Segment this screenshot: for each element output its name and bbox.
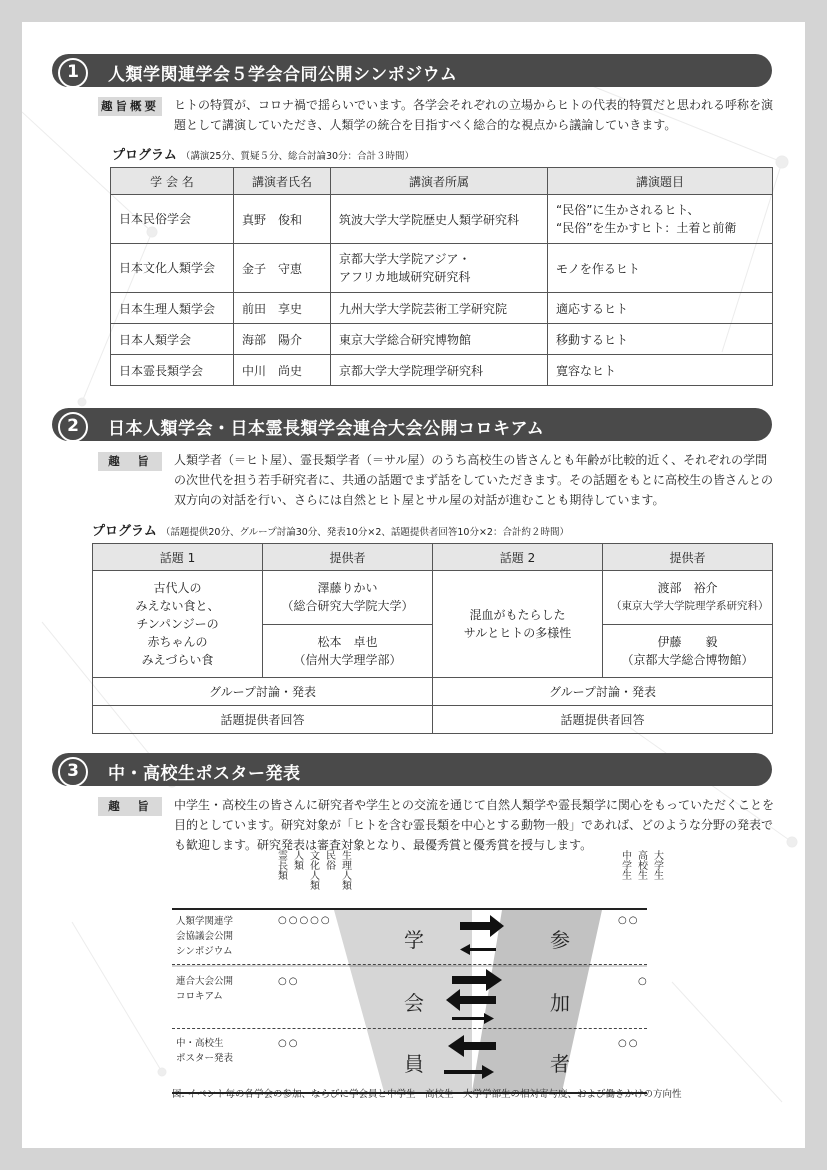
diagram-caption: 図. イベント毎の各学会の参加、ならびに学会員と中学生・高校生・大学学部生の相対寄与度、および働きかけの方向性 [172, 1089, 682, 1100]
col-header-affiliation: 講演者所属 [331, 168, 548, 195]
provider-2b-cell [603, 624, 773, 678]
table-row [111, 244, 773, 293]
cell-affiliation: 九州大学大学院芸術工学研究院 [331, 293, 548, 324]
cell-speaker: 前田 享史 [234, 293, 331, 324]
program-sub: （話題提供20分、グループ討論30分、発表10分×2、話題提供者回答10分×2：合計約２時間） [160, 527, 569, 538]
group-discussion-2: グループ討論・発表 [433, 678, 773, 706]
cell-society: 日本人類学会 [111, 324, 234, 355]
affiliation-line-1: 京都大学大学院アジア・ [339, 252, 471, 266]
answer-1: 話題提供者回答 [93, 706, 433, 734]
section-1-number: 1 [58, 58, 88, 88]
col-header-provider-1: 提供者 [263, 544, 433, 571]
col-head-university: 大学生 [654, 851, 664, 882]
col-header-topic-1: 話題 1 [93, 544, 263, 571]
program-label: プログラム [92, 524, 157, 539]
section-1-tag: 趣旨概要 [98, 97, 162, 116]
label-line: 人類学関連学 [176, 916, 234, 927]
word-participant-2: 加 [550, 991, 570, 1015]
provider-affiliation: （東京大学大学院理学系研究科） [611, 600, 769, 613]
cell-affiliation: 筑波大学大学院歴史人類学研究科 [331, 195, 548, 244]
col-header-title: 講演題目 [548, 168, 773, 195]
cell-title: モノを作るヒト [548, 244, 773, 293]
col-head-anthropology: 人類 [294, 851, 304, 872]
cell-affiliation: 京都大学大学院理学研究科 [331, 355, 548, 386]
row-3-right-circles: ○○ [618, 1038, 640, 1049]
section-1-title: 人類学関連学会５学会合同公開シンポジウム [108, 65, 458, 85]
section-2-table [92, 543, 773, 734]
word-participant-1: 参 [550, 928, 570, 952]
cell-title: 寛容なヒト [548, 355, 773, 386]
diagram-divider-shadow [172, 965, 647, 967]
section-3-text: 中学生・高校生の皆さんに研究者や学生との交流を通じて自然人類学や霊長類学に関心をもっていただくことを目的としています。研究対象が「ヒトを含む霊長類を中心とする動物一般」であれば、どのような分野の発表でも歓迎します。研究発表は審査対象となり、最優秀賞と優秀賞を授与します。 [174, 798, 775, 852]
label-line: 中・高校生 [176, 1038, 224, 1049]
topic-2-cell [433, 571, 603, 678]
col-head-folklore: 民俗 [326, 851, 336, 872]
col-header-topic-2: 話題 2 [433, 544, 603, 571]
cell-title: 適応するヒト [548, 293, 773, 324]
table-row [111, 195, 773, 244]
affiliation-line-2: アフリカ地域研究研究科 [339, 270, 471, 284]
program-label: プログラム [112, 148, 177, 163]
program-sub: （講演25分、質疑５分、総合討論30分：合計３時間） [180, 151, 415, 162]
cell-society: 日本民俗学会 [111, 195, 234, 244]
word-society-2: 会 [404, 991, 424, 1015]
row-3-left-circles: ○○ [278, 1038, 300, 1049]
table-row [111, 355, 773, 386]
col-header-society: 学 会 名 [111, 168, 234, 195]
section-3-header [52, 753, 772, 786]
table-row [111, 324, 773, 355]
section-2-number: 2 [58, 412, 88, 442]
col-head-junior-high: 中学生 [622, 851, 632, 882]
word-society-3: 員 [404, 1052, 424, 1076]
cell-speaker: 海部 陽介 [234, 324, 331, 355]
section-2-tag: 趣 旨 [98, 452, 162, 471]
section-2-text: 人類学者（＝ヒト屋）、霊長類学者（＝サル屋）のうち高校生の皆さんとも年齢が比較的近く、それぞれの学問の次世代を担う若手研究者に、共通の話題でまず話をしていただきます。その話題をもとに高校生の皆さんとの双方向の対話を行い、さらには自然とヒト屋とサル屋の対話が進むことも期待しています。 [174, 453, 774, 507]
provider-2a-cell [603, 571, 773, 625]
title-line-2: “民俗”を生かすヒト：土着と前衛 [556, 221, 737, 235]
provider-name: 松本 卓也 [317, 634, 378, 649]
section-1-header [52, 54, 772, 87]
cell-speaker: 金子 守恵 [234, 244, 331, 293]
row-1-right-circles: ○○ [618, 915, 640, 926]
provider-affiliation: （総合研究大学院大学） [281, 599, 414, 614]
provider-affiliation: （京都大学総合博物館） [621, 652, 754, 667]
label-line: 会協議会公開 [176, 931, 234, 942]
cell-society: 日本文化人類学会 [111, 244, 234, 293]
cell-speaker: 中川 尚史 [234, 355, 331, 386]
row-1-left-circles: ○○○○○ [278, 915, 332, 926]
table-row [111, 293, 773, 324]
topic-1-line: 古代人の [153, 581, 202, 595]
section-2-header [52, 408, 772, 441]
topic-2-line: 混血がもたらした [469, 608, 566, 622]
col-header-provider-2: 提供者 [603, 544, 773, 571]
section-3-tag: 趣 旨 [98, 797, 162, 816]
diagram-top-line [172, 908, 647, 910]
topic-1-line: みえない食と、 [135, 599, 220, 613]
row-label-symposium [176, 914, 233, 959]
col-head-physiological-anthropology: 生理人類 [342, 851, 352, 892]
participation-diagram [172, 851, 664, 1122]
section-1-program-heading [112, 144, 414, 163]
word-society-1: 学 [404, 928, 424, 952]
col-header-speaker: 講演者氏名 [234, 168, 331, 195]
label-line: コロキアム [176, 991, 223, 1002]
provider-1b-cell [263, 624, 433, 678]
cell-speaker: 真野 俊和 [234, 195, 331, 244]
row-label-poster [176, 1036, 233, 1066]
group-discussion-1: グループ討論・発表 [93, 678, 433, 706]
diagram-divider [172, 1028, 647, 1029]
section-1-table [110, 167, 773, 386]
col-head-primate: 霊長類 [278, 851, 288, 882]
col-head-high-school: 高校生 [638, 851, 648, 882]
topic-1-line: チンパンジーの [136, 617, 219, 631]
label-line: 連合大会公開 [176, 976, 234, 987]
word-participant-3: 者 [550, 1052, 570, 1076]
section-2-program-heading [92, 520, 569, 539]
provider-name: 澤藤りかい [317, 581, 378, 596]
section-3-title: 中・高校生ポスター発表 [108, 764, 301, 784]
row-label-colloquium [176, 974, 233, 1004]
label-line: シンポジウム [176, 946, 233, 957]
answer-2: 話題提供者回答 [433, 706, 773, 734]
provider-name: 伊藤 毅 [657, 634, 718, 649]
section-3-number: 3 [58, 757, 88, 787]
section-2-title: 日本人類学会・日本霊長類学会連合大会公開コロキアム [108, 419, 545, 439]
cell-affiliation [331, 244, 548, 293]
provider-name: 渡部 裕介 [657, 581, 718, 596]
row-2-left-circles: ○○ [278, 976, 300, 987]
provider-1a-cell [263, 571, 433, 625]
page [22, 22, 805, 1148]
label-line: ポスター発表 [176, 1053, 234, 1064]
topic-1-cell [93, 571, 263, 678]
cell-society: 日本霊長類学会 [111, 355, 234, 386]
provider-affiliation: （信州大学理学部） [293, 652, 402, 667]
section-1-text: ヒトの特質が、コロナ禍で揺らいでいます。各学会それぞれの立場からヒトの代表的特質だと思われる呼称を演題として講演していただき、人類学の統合を目指すべく総合的な視点から議論していきます。 [174, 98, 774, 132]
topic-1-line: みえづらい食 [141, 653, 214, 667]
title-line-1: “民俗”に生かされるヒト、 [556, 203, 700, 217]
topic-1-line: 赤ちゃんの [147, 635, 208, 649]
topic-2-line: サルとヒトの多様性 [463, 626, 572, 640]
cell-affiliation: 東京大学総合研究博物館 [331, 324, 548, 355]
row-2-right-circles: ○ [638, 976, 649, 987]
cell-society: 日本生理人類学会 [111, 293, 234, 324]
col-head-cultural-anthropology: 文化人類 [310, 851, 320, 892]
cell-title [548, 195, 773, 244]
cell-title: 移動するヒト [548, 324, 773, 355]
